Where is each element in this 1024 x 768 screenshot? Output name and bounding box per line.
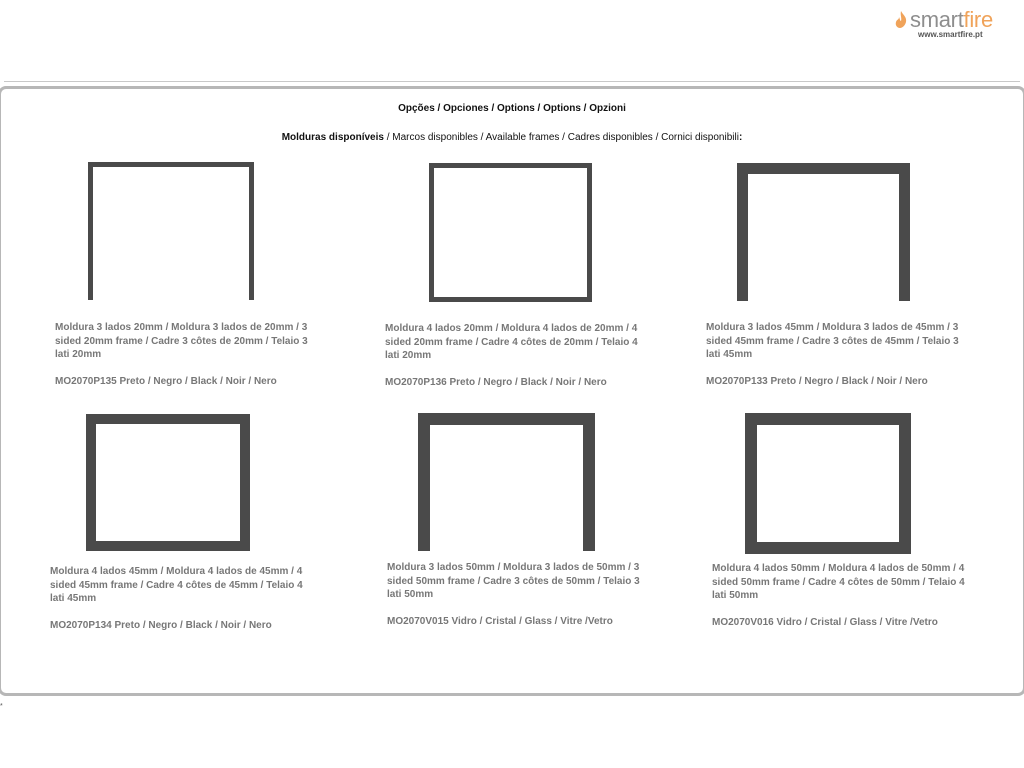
frame-image-2 xyxy=(429,163,592,302)
frame-image-4 xyxy=(86,414,250,551)
frame-code-5: MO2070V015 Vidro / Cristal / Glass / Vitre /Vetro xyxy=(387,616,613,627)
frame-description-2: Moldura 4 lados 20mm / Moldura 4 lados de 20mm / 4 sided 20mm frame / Cadre 4 côtes de 20mm / Telaio 4 lati 20mm xyxy=(385,323,638,361)
frame-code-1: MO2070P135 Preto / Negro / Black / Noir / Nero xyxy=(55,376,277,387)
header-divider xyxy=(4,81,1020,82)
frame-code-3: MO2070P133 Preto / Negro / Black / Noir / Nero xyxy=(706,376,928,387)
footnote-mark: * xyxy=(0,703,3,710)
frame-description-4: Moldura 4 lados 45mm / Moldura 4 lados de 45mm / 4 sided 45mm frame / Cadre 4 côtes de 45mm / Telaio 4 lati 45mm xyxy=(50,566,303,604)
frame-code-6: MO2070V016 Vidro / Cristal / Glass / Vitre /Vetro xyxy=(712,617,938,628)
page-subtitle xyxy=(0,132,1024,143)
frame-description-1: Moldura 3 lados 20mm / Moldura 3 lados de 20mm / 3 sided 20mm frame / Cadre 3 côtes de 20mm / Telaio 3 lati 20mm xyxy=(55,322,308,360)
smartfire-logo xyxy=(894,8,1014,42)
page-title: Opções / Opciones / Options / Options / Opzioni xyxy=(398,103,626,114)
frame-description-3: Moldura 3 lados 45mm / Moldura 3 lados de 45mm / 3 sided 45mm frame / Cadre 3 côtes de 45mm / Telaio 3 lati 45mm xyxy=(706,322,959,360)
logo-url: www.smartfire.pt xyxy=(918,30,983,39)
frame-image-3 xyxy=(737,163,910,301)
flame-icon xyxy=(894,11,908,29)
frame-image-1 xyxy=(88,162,254,300)
frame-code-2: MO2070P136 Preto / Negro / Black / Noir / Nero xyxy=(385,377,607,388)
subtitle-rest: / Marcos disponibles / Available frames / Cadres disponibles / Cornici disponibili xyxy=(383,132,739,143)
frame-image-6 xyxy=(745,413,911,554)
frame-description-5: Moldura 3 lados 50mm / Moldura 3 lados de 50mm / 3 sided 50mm frame / Cadre 3 côtes de 50mm / Telaio 3 lati 50mm xyxy=(387,562,640,600)
frame-description-6: Moldura 4 lados 50mm / Moldura 4 lados de 50mm / 4 sided 50mm frame / Cadre 4 côtes de 50mm / Telaio 4 lati 50mm xyxy=(712,563,965,601)
logo-word-fire: fire xyxy=(963,7,993,32)
frame-image-5 xyxy=(418,413,595,551)
subtitle-bold: Molduras disponíveis xyxy=(281,132,384,143)
subtitle-colon: : xyxy=(738,132,743,143)
logo-word-smart: smart xyxy=(910,7,964,32)
frame-code-4: MO2070P134 Preto / Negro / Black / Noir / Nero xyxy=(50,620,272,631)
